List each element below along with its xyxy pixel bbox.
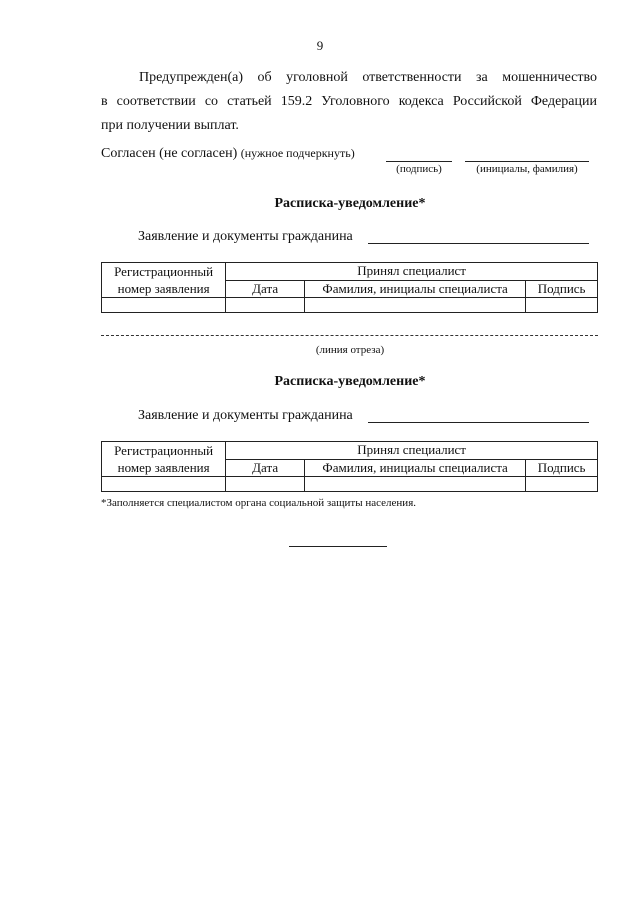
table-row — [102, 298, 598, 313]
agreement-label: Согласен (не согласен) — [101, 146, 238, 161]
reg-number-cell[interactable] — [102, 477, 226, 492]
citizen-name-line-bottom[interactable] — [368, 422, 589, 423]
registration-table-bottom — [101, 441, 598, 492]
warning-line-2: в соответствии со статьей 159.2 Уголовного кодекса Российской Федерации — [101, 94, 597, 109]
accepted-header: Принял специалист — [226, 442, 598, 460]
name-line[interactable] — [465, 161, 589, 162]
date-cell[interactable] — [226, 477, 305, 492]
signature-line[interactable] — [386, 161, 452, 162]
agreement-line — [101, 146, 355, 162]
warning-line-3: при получении выплат. — [101, 118, 239, 133]
specialist-name-cell[interactable] — [305, 477, 526, 492]
end-of-document-line — [289, 546, 387, 547]
signature-header: Подпись — [526, 280, 598, 298]
citizen-name-line-top[interactable] — [368, 243, 589, 244]
name-caption: (инициалы, фамилия) — [476, 163, 578, 175]
specialist-name-cell[interactable] — [305, 298, 526, 313]
signature-caption: (подпись) — [396, 163, 442, 175]
signature-cell[interactable] — [526, 298, 598, 313]
specialist-name-header: Фамилия, инициалы специалиста — [305, 459, 526, 477]
reg-number-header: Регистрационный номер заявления — [102, 263, 226, 298]
table-row — [102, 477, 598, 492]
footnote: *Заполняется специалистом органа социальной защиты населения. — [101, 497, 416, 509]
receipt-title-bottom: Расписка-уведомление* — [274, 374, 426, 389]
reg-number-cell[interactable] — [102, 298, 226, 313]
statement-bottom: Заявление и документы гражданина — [138, 408, 353, 423]
agreement-note: (нужное подчеркнуть) — [240, 146, 355, 160]
receipt-title-top: Расписка-уведомление* — [274, 196, 426, 211]
date-header: Дата — [226, 280, 305, 298]
statement-top: Заявление и документы гражданина — [138, 229, 353, 244]
fraud-warning — [101, 66, 597, 138]
cut-line — [101, 335, 598, 336]
cut-line-caption: (линия отреза) — [315, 344, 385, 356]
date-cell[interactable] — [226, 298, 305, 313]
registration-table-top — [101, 262, 598, 313]
warning-line-1: Предупрежден(а) об уголовной ответственности за мошенничество — [139, 70, 597, 85]
signature-header: Подпись — [526, 459, 598, 477]
page-number: 9 — [316, 38, 324, 53]
date-header: Дата — [226, 459, 305, 477]
signature-cell[interactable] — [526, 477, 598, 492]
specialist-name-header: Фамилия, инициалы специалиста — [305, 280, 526, 298]
reg-number-header: Регистрационный номер заявления — [102, 442, 226, 477]
accepted-header: Принял специалист — [226, 263, 598, 281]
